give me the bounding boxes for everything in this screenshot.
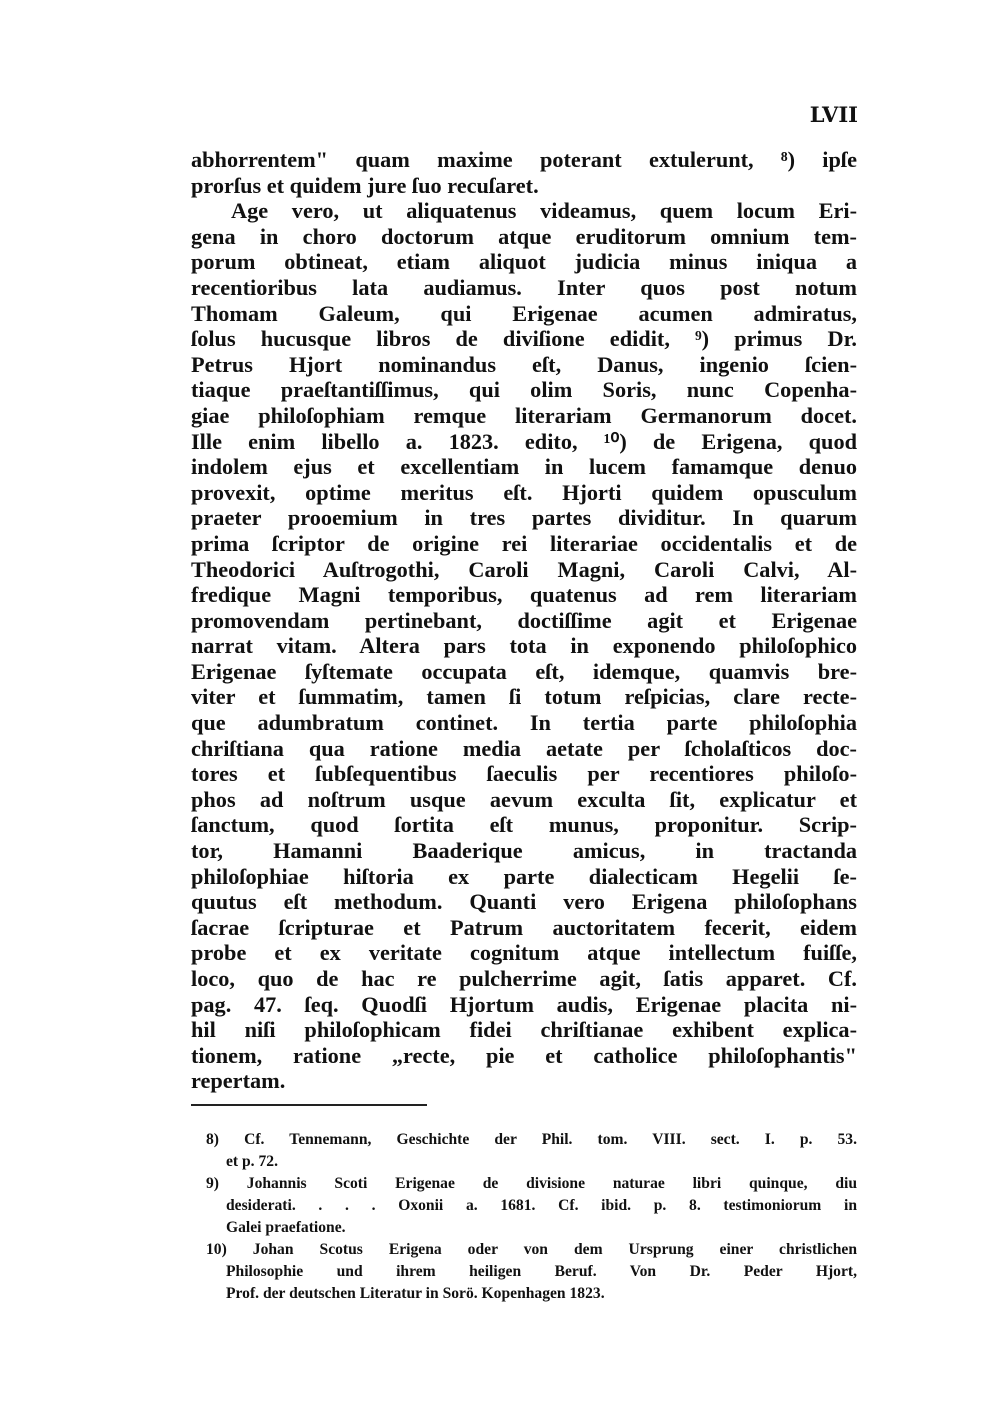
text-line: porum obtineat, etiam aliquot judicia minus iniqua a xyxy=(191,249,857,275)
text-line: Age vero, ut aliquatenus videamus, quem locum Eri- xyxy=(231,198,857,224)
text-line: Thomam Galeum, qui Erigenae acumen admiratus, xyxy=(191,300,857,326)
text-line: tor, Hamanni Baaderique amicus, in tractanda xyxy=(191,838,857,864)
text-line: repertam. xyxy=(191,1068,286,1094)
page-number: LVII xyxy=(809,102,858,127)
footnote-line: Prof. der deutschen Literatur in Sorö. Kopenhagen 1823. xyxy=(226,1285,605,1302)
text-line: praeter prooemium in tres partes dividitur. In quarum xyxy=(191,505,857,531)
text-line: Petrus Hjort nominandus eſt, Danus, ingenio ſcien- xyxy=(191,351,857,377)
text-line: prorſus et quidem jure ſuo recuſaret. xyxy=(191,172,539,198)
text-line: prima ſcriptor de origine rei literariae occidentalis et de xyxy=(191,530,857,556)
text-line: fredique Magni temporibus, quatenus ad rem literariam xyxy=(191,582,857,608)
text-line: narrat vitam. Altera pars tota in exponendo philoſophico xyxy=(191,633,857,659)
text-line: philoſophiae hiſtoria ex parte dialecticam Hegelii ſe- xyxy=(191,863,857,889)
text-line: indolem ejus et excellentiam in lucem famamque denuo xyxy=(191,454,857,480)
text-line: ſolus hucusque libros de diviſione edidit, ⁹) primus Dr. xyxy=(191,326,857,352)
text-line: chriſtiana qua ratione media aetate per ſcholaſticos doc- xyxy=(191,735,857,761)
footnote-line: et p. 72. xyxy=(226,1153,278,1170)
footnotes xyxy=(206,1129,857,1305)
text-line: Theodorici Auſtrogothi, Caroli Magni, Caroli Calvi, Al- xyxy=(191,556,857,582)
footnote-line: Philosophie und ihrem heiligen Beruf. Von Dr. Peder Hjort, xyxy=(226,1263,857,1280)
footnote-line: desiderati. . . . Oxonii a. 1681. Cf. ibid. p. 8. testimoniorum in xyxy=(226,1197,857,1214)
footnote-line: 9) Johannis Scoti Erigenae de divisione naturae libri quinque, diu xyxy=(206,1175,857,1192)
footnote-line: 8) Cf. Tennemann, Geschichte der Phil. tom. VIII. sect. I. p. 53. xyxy=(206,1131,857,1148)
text-line: ſacrae ſcripturae et Patrum auctoritatem fecerit, eidem xyxy=(191,914,857,940)
text-line: giae philoſophiam remque literariam Germanorum docet. xyxy=(191,402,857,428)
text-line: viter et ſummatim, tamen ſi totum reſpicias, clare recte- xyxy=(191,684,857,710)
text-line: phos ad noſtrum usque aevum exculta ſit, explicatur et xyxy=(191,786,857,812)
text-line: gena in choro doctorum atque eruditorum omnium tem- xyxy=(191,223,857,249)
text-line: provexit, optime meritus eſt. Hjorti quidem opusculum xyxy=(191,479,857,505)
text-line: pag. 47. ſeq. Quodſi Hjortum audis, Erigenae placita ni- xyxy=(191,991,857,1017)
text-line: hil niſi philoſophicam fidei chriſtianae exhibent explica- xyxy=(191,1017,857,1043)
footnote-line: Galei praefatione. xyxy=(226,1219,346,1236)
main-text xyxy=(191,147,857,1094)
text-line: abhorrentem" quam maxime poterant extulerunt, ⁸) ipſe xyxy=(191,147,857,172)
text-line: Erigenae ſyſtemate occupata eſt, idemque, quamvis bre- xyxy=(191,658,857,684)
text-line: quutus eſt methodum. Quanti vero Erigena philoſophans xyxy=(191,889,857,915)
text-line: Ille enim libello a. 1823. edito, ¹⁰) de Erigena, quod xyxy=(191,428,857,454)
text-line: que adumbratum continet. In tertia parte philoſophia xyxy=(191,710,857,736)
text-line: ſanctum, quod ſortita eſt munus, proponitur. Scrip- xyxy=(191,812,857,838)
text-line: tores et ſubſequentibus ſaeculis per recentiores philoſo- xyxy=(191,761,857,787)
text-line: loco, quo de hac re pulcherrime agit, ſatis apparet. Cf. xyxy=(191,966,857,991)
text-line: recentioribus lata audiamus. Inter quos post notum xyxy=(191,274,857,300)
text-line: promovendam pertinebant, doctiſſime agit et Erigenae xyxy=(191,607,857,633)
footnote-divider xyxy=(191,1104,427,1106)
footnote-line: 10) Johan Scotus Erigena oder von dem Ursprung einer christlichen xyxy=(206,1241,857,1258)
text-line: tionem, ratione „recte, pie et catholice philoſophantis" xyxy=(191,1042,857,1068)
text-line: tiaque praeſtantiſſimus, qui olim Soris, nunc Copenha- xyxy=(191,377,857,403)
text-line: probe et ex veritate cognitum atque intellectum fuiſſe, xyxy=(191,940,857,966)
